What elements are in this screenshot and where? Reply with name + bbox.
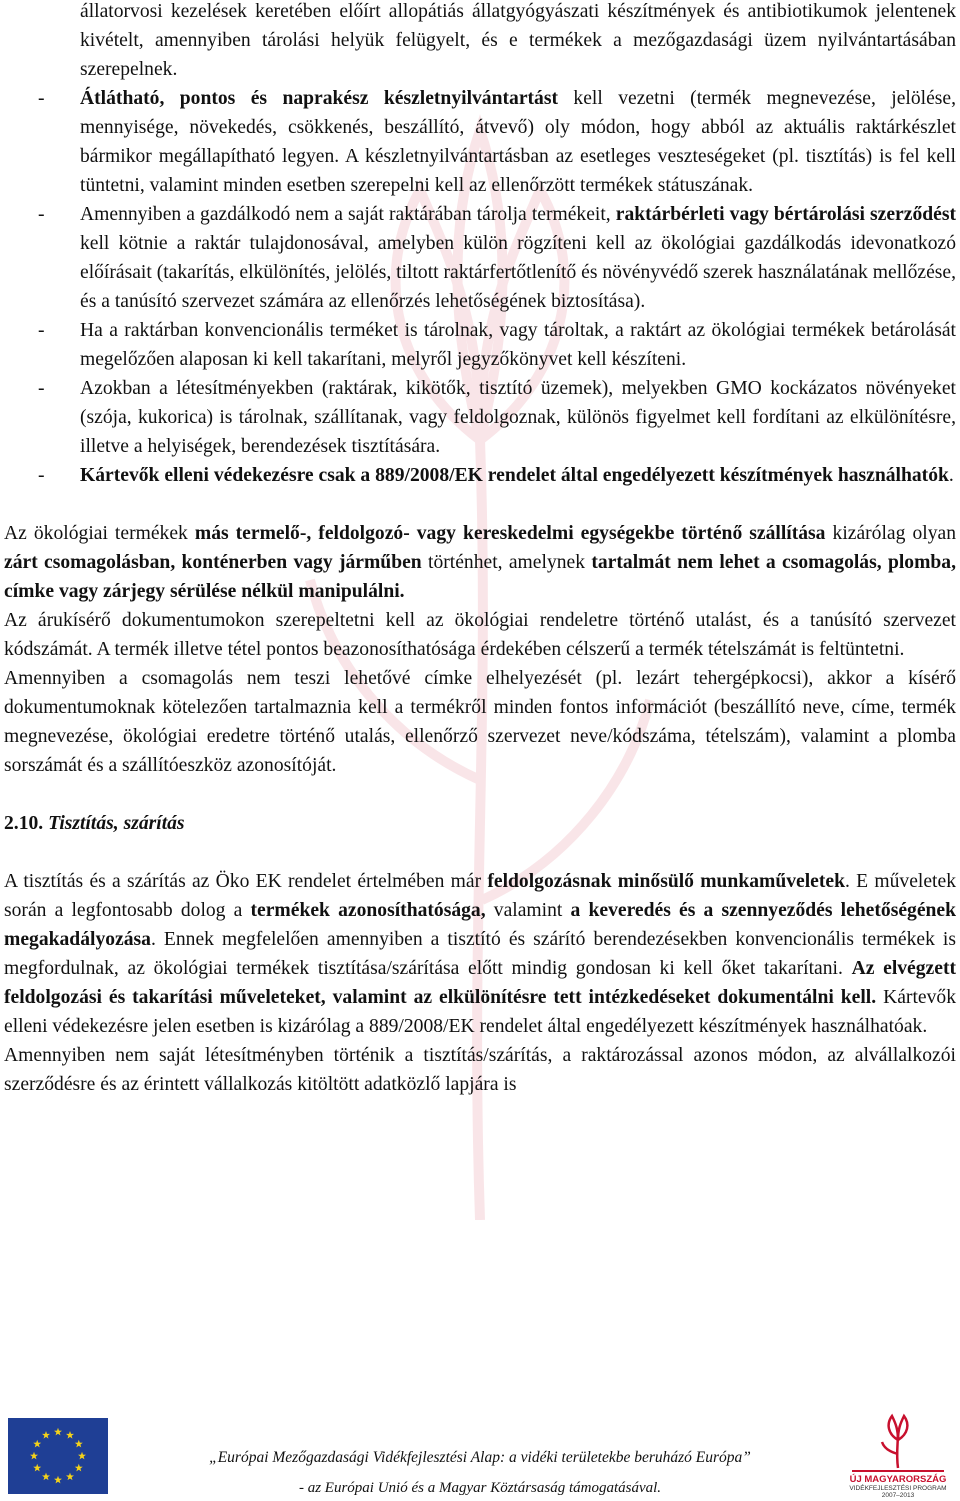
text-run: . Ennek megfelelően amennyiben a tisztító és szárító berendezésekben konvencionális termékek is megfordulnak, az ökológiai termékek tisztítása/szárítása előtt mindig gondosan ki kell őket takarítani. bbox=[4, 929, 956, 979]
text-run: Amennyiben a gazdálkodó nem a saját raktárában tárolja termékeit, bbox=[80, 204, 616, 225]
list-item bbox=[4, 84, 956, 200]
paragraph bbox=[4, 519, 956, 606]
bold-text-run: feldolgozásnak minősülő munkaműveletek bbox=[487, 871, 845, 892]
transport-section bbox=[4, 519, 956, 780]
text-run: kizárólag olyan bbox=[825, 523, 956, 544]
section-title: Tisztítás, szárítás bbox=[48, 813, 185, 834]
section-heading bbox=[4, 809, 956, 838]
text-run: Amennyiben nem saját létesítményben történik a tisztítás/szárítás, a raktározással azonos módon, az alvállalkozói szerződésre és az érintett vállalkozás kitöltött adatközlő lapjára is bbox=[4, 1045, 956, 1095]
list-dash: - bbox=[38, 320, 45, 341]
paragraph bbox=[4, 606, 956, 664]
cleaning-section bbox=[4, 867, 956, 1099]
bold-text-run: Az elvégzett feldolgozási és takarítási műveleteket, valamint az elkülönítésre tett intézkedéseket dokumentálni kell. bbox=[4, 958, 956, 1008]
text-run: Azokban a létesítményekben (raktárak, kikötők, tisztító üzemek), melyekben GMO kockázatos növényeket (szója, kukorica) is tárolnak, szállítanak, vagy feldolgoznak, különös figyelmet kell fordítani az elkülönítésre, illetve a helyiségek, berendezések tisztítására. bbox=[80, 378, 956, 457]
page-footer bbox=[0, 1410, 960, 1501]
spacer bbox=[4, 490, 956, 519]
text-run: Amennyiben a csomagolás nem teszi lehetővé címke elhelyezését (pl. lezárt tehergépkocsi), akkor a kísérő dokumentumoknak kötelezően tartalmaznia kell a termékről minden fontos információt (beszállító neve, címe, termék megnevezése, ökológiai eredetre történő utalás, ellenőrző szervezet neve/kódszáma, tételszám), valamint a plomba sorszámát és a szállítóeszköz azonosítóját. bbox=[4, 668, 956, 776]
text-run: Kártevők elleni védekezésre jelen esetben is kizárólag a 889/2008/EK rendelet által engedélyezett készítmények használhatóak. bbox=[4, 987, 956, 1037]
list-item bbox=[4, 374, 956, 461]
logo-years: 2007–2013 bbox=[881, 1492, 915, 1498]
requirements-list bbox=[4, 0, 956, 490]
text-run: Ha a raktárban konvencionális terméket is tárolnak, vagy tároltak, a raktárt az ökológiai termékek betárolását megelőzően alaposan ki kell takarítani, melyről jegyzőkönyvet kell készíteni. bbox=[80, 320, 956, 370]
bold-text-run: tartalmát nem lehet a csomagolás, plomba, címke vagy zárjegy sérülése nélkül manipulálni. bbox=[4, 552, 956, 602]
eu-flag-icon bbox=[8, 1418, 108, 1494]
section-number: 2.10. bbox=[4, 813, 44, 834]
text-run: kell vezetni (termék megnevezése, jelölése, mennyisége, növekedés, csökkenés, beszállító, átvevő) oly módon, hogy abból az aktuális raktárkészlet bármikor megállapítható legyen. A készletnyilvántartásban az esetleges veszteségeket (pl. tisztítás) is fel kell tüntetni, valamint minden esetben szerepelni kell az ellenőrzött termékek státuszának. bbox=[80, 88, 956, 196]
footer-fund-text: „Európai Mezőgazdasági Vidékfejlesztési Alap: a vidéki területekbe beruházó Európa” bbox=[209, 1449, 751, 1466]
bold-text-run: Kártevők elleni védekezésre csak a 889/2008/EK rendelet által engedélyezett készítmények használhatók bbox=[80, 465, 949, 486]
document-body bbox=[4, 0, 956, 1099]
list-dash: - bbox=[38, 378, 45, 399]
text-run: Az árukísérő dokumentumokon szerepeltetni kell az ökológiai rendeletre történő utalást, és a tanúsító szervezet kódszámát. A termék illetve tétel pontos beazonosíthatósága érdekében célszerű a termék tételszámát is feltüntetni. bbox=[4, 610, 956, 660]
text-run: valamint bbox=[485, 900, 571, 921]
text-run: . E műveletek során a legfontosabb dolog a bbox=[4, 871, 956, 921]
text-run: Az ökológiai termékek bbox=[4, 523, 195, 544]
list-item bbox=[4, 200, 956, 316]
bold-text-run: a keveredés és a szennyeződés lehetőségének megakadályozása bbox=[4, 900, 957, 950]
bold-text-run: zárt csomagolásban, konténerben vagy járműben bbox=[4, 552, 422, 573]
uj-magyarorszag-logo-icon bbox=[848, 1410, 948, 1498]
spacer bbox=[4, 780, 956, 809]
list-item bbox=[4, 461, 956, 490]
logo-subtitle: VIDÉKFEJLESZTÉSI PROGRAM bbox=[849, 1485, 947, 1492]
footer-support-text: - az Európai Unió és a Magyar Köztársaság támogatásával. bbox=[298, 1480, 662, 1496]
list-item bbox=[4, 0, 956, 84]
text-run: kell kötnie a raktár tulajdonosával, amelyben külön rögzíteni kell az ökológiai gazdálkodás idevonatkozó előírásait (takarítás, elkülönítés, jelölés, tiltott raktárfertőtlenítő és növényvédő szerek használatának mellőzése, és a tanúsító szervezet számára az ellenőrzés lehetőségének biztosítása). bbox=[80, 233, 956, 312]
text-run: állatorvosi kezelések keretében előírt allopátiás állatgyógyászati készítmények és antibiotikumok jelentenek kivételt, amennyiben tárolási helyük felügyelt, és e termékek a mezőgazdasági üzem nyilvántartásában szerepelnek. bbox=[80, 1, 956, 80]
paragraph bbox=[4, 1041, 956, 1099]
bold-text-run: más termelő-, feldolgozó- vagy kereskedelmi egységekbe történő szállítása bbox=[194, 523, 826, 544]
paragraph bbox=[4, 664, 956, 780]
bold-text-run: termékek azonosíthatósága, bbox=[250, 900, 486, 921]
paragraph bbox=[4, 867, 956, 1041]
list-dash: - bbox=[38, 465, 45, 486]
text-run: A tisztítás és a szárítás az Öko EK rendelet értelmében már bbox=[4, 871, 488, 892]
text-run: történhet, amelynek bbox=[421, 552, 592, 573]
list-item bbox=[4, 316, 956, 374]
bold-text-run: raktárbérleti vagy bértárolási szerződést bbox=[615, 204, 956, 225]
bold-text-run: Átlátható, pontos és naprakész készletnyilvántartást bbox=[80, 88, 558, 109]
list-dash: - bbox=[38, 204, 45, 225]
text-run: . bbox=[948, 465, 954, 486]
logo-title: ÚJ MAGYARORSZÁG bbox=[849, 1474, 947, 1485]
list-dash: - bbox=[38, 88, 45, 109]
spacer bbox=[4, 838, 956, 867]
